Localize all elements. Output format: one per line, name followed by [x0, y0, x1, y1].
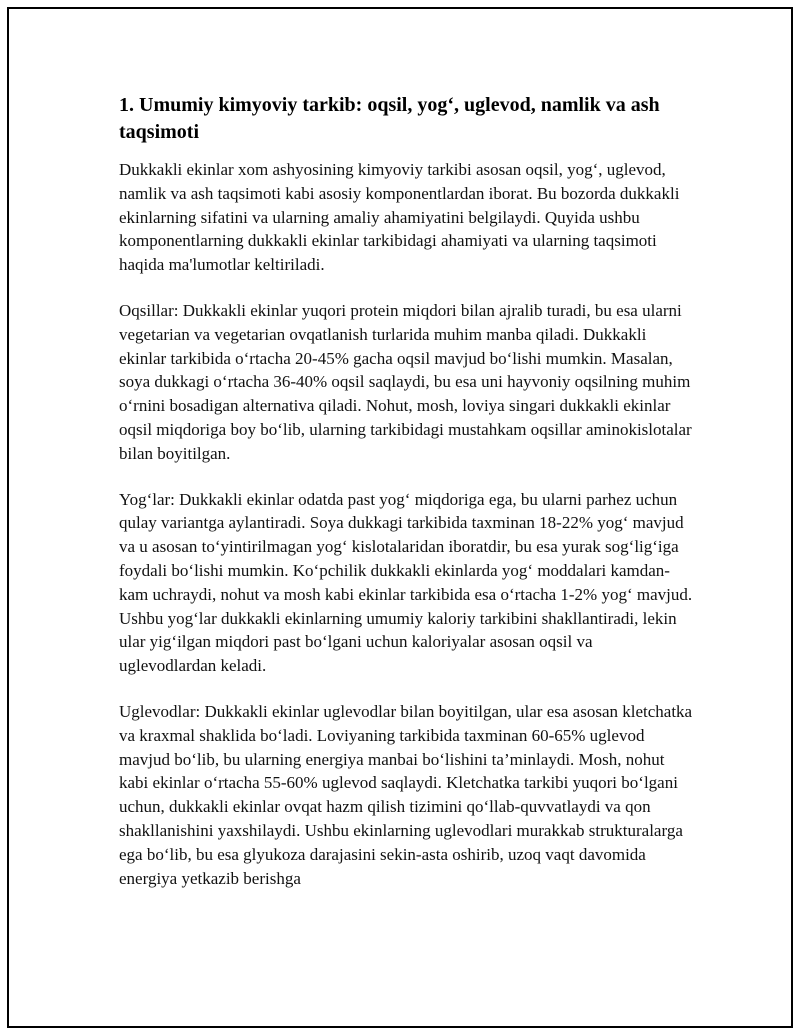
paragraph-oqsillar: Oqsillar: Dukkakli ekinlar yuqori protein miqdori bilan ajralib turadi, bu esa ularni vegetarian va vegetarian ovqatlanish turlarida muhim manba qiladi. Dukkakli ekinlar tarkibida o‘rtacha 20-45% gacha oqsil mavjud bo‘lishi mumkin. Masalan, soya dukkagi o‘rtacha 36-40% oqsil saqlaydi, bu esa uni hayvoniy oqsilning muhim o‘rnini bosadigan alternativa qiladi. Nohut, mosh, loviya singari dukkakli ekinlar oqsil miqdoriga boy bo‘lib, ularning tarkibidagi mustahkam oqsillar aminokislotalar bilan boyitilgan.	[119, 300, 692, 463]
section-heading: 1. Umumiy kimyoviy tarkib: oqsil, yog‘, uglevod, namlik va ash taqsimoti	[119, 94, 660, 143]
paragraph-yoglar: Yog‘lar: Dukkakli ekinlar odatda past yog‘ miqdoriga ega, bu ularni parhez uchun qulay variantga aylantiradi. Soya dukkagi tarkibida taxminan 18-22% yog‘ mavjud va u asosan to‘yintirilmagan yog‘ kislotalaridan iboratdir, bu esa yurak sog‘lig‘iga foydali bo‘lishi mumkin. Ko‘pchilik dukkakli ekinlarda yog‘ moddalari kamdan-kam uchraydi, nohut va mosh kabi ekinlar tarkibida esa o‘rtacha 1-2% yog‘ mavjud. Ushbu yog‘lar dukkakli ekinlarning umumiy kaloriy tarkibini shakllantiradi, lekin ular yig‘ilgan miqdori past bo‘lgani uchun kaloriyalar asosan oqsil va uglevodlardan keladi.	[119, 489, 693, 676]
document-body	[119, 92, 694, 912]
paragraph-intro: Dukkakli ekinlar xom ashyosining kimyoviy tarkibi asosan oqsil, yog‘, uglevod, namlik va ash taqsimoti kabi asosiy komponentlardan iborat. Bu bozorda dukkakli ekinlarning sifatini va ularning amaliy ahamiyatini belgilaydi. Quyida ushbu komponentlarning dukkakli ekinlar tarkibidagi ahamiyati va ularning taqsimoti haqida ma'lumotlar keltiriladi.	[119, 160, 680, 275]
paragraph-uglevodlar: Uglevodlar: Dukkakli ekinlar uglevodlar bilan boyitilgan, ular esa asosan kletchatka va kraxmal shaklida bo‘ladi. Loviyaning tarkibida taxminan 60-65% uglevod mavjud bo‘lib, bu ularning energiya manbai bo‘lishini ta’minlaydi. Mosh, nohut kabi ekinlar o‘rtacha 55-60% uglevod saqlaydi. Kletchatka tarkibi yuqori bo‘lgani uchun, dukkakli ekinlar ovqat hazm qilish tizimini qo‘llab-quvvatlaydi va qon shakllanishini yaxshilaydi. Ushbu ekinlarning uglevodlari murakkab strukturalarga ega bo‘lib, bu esa glyukoza darajasini sekin-asta oshirib, uzoq vaqt davomida energiya yetkazib berishga	[119, 701, 693, 888]
page-frame	[7, 7, 793, 1028]
